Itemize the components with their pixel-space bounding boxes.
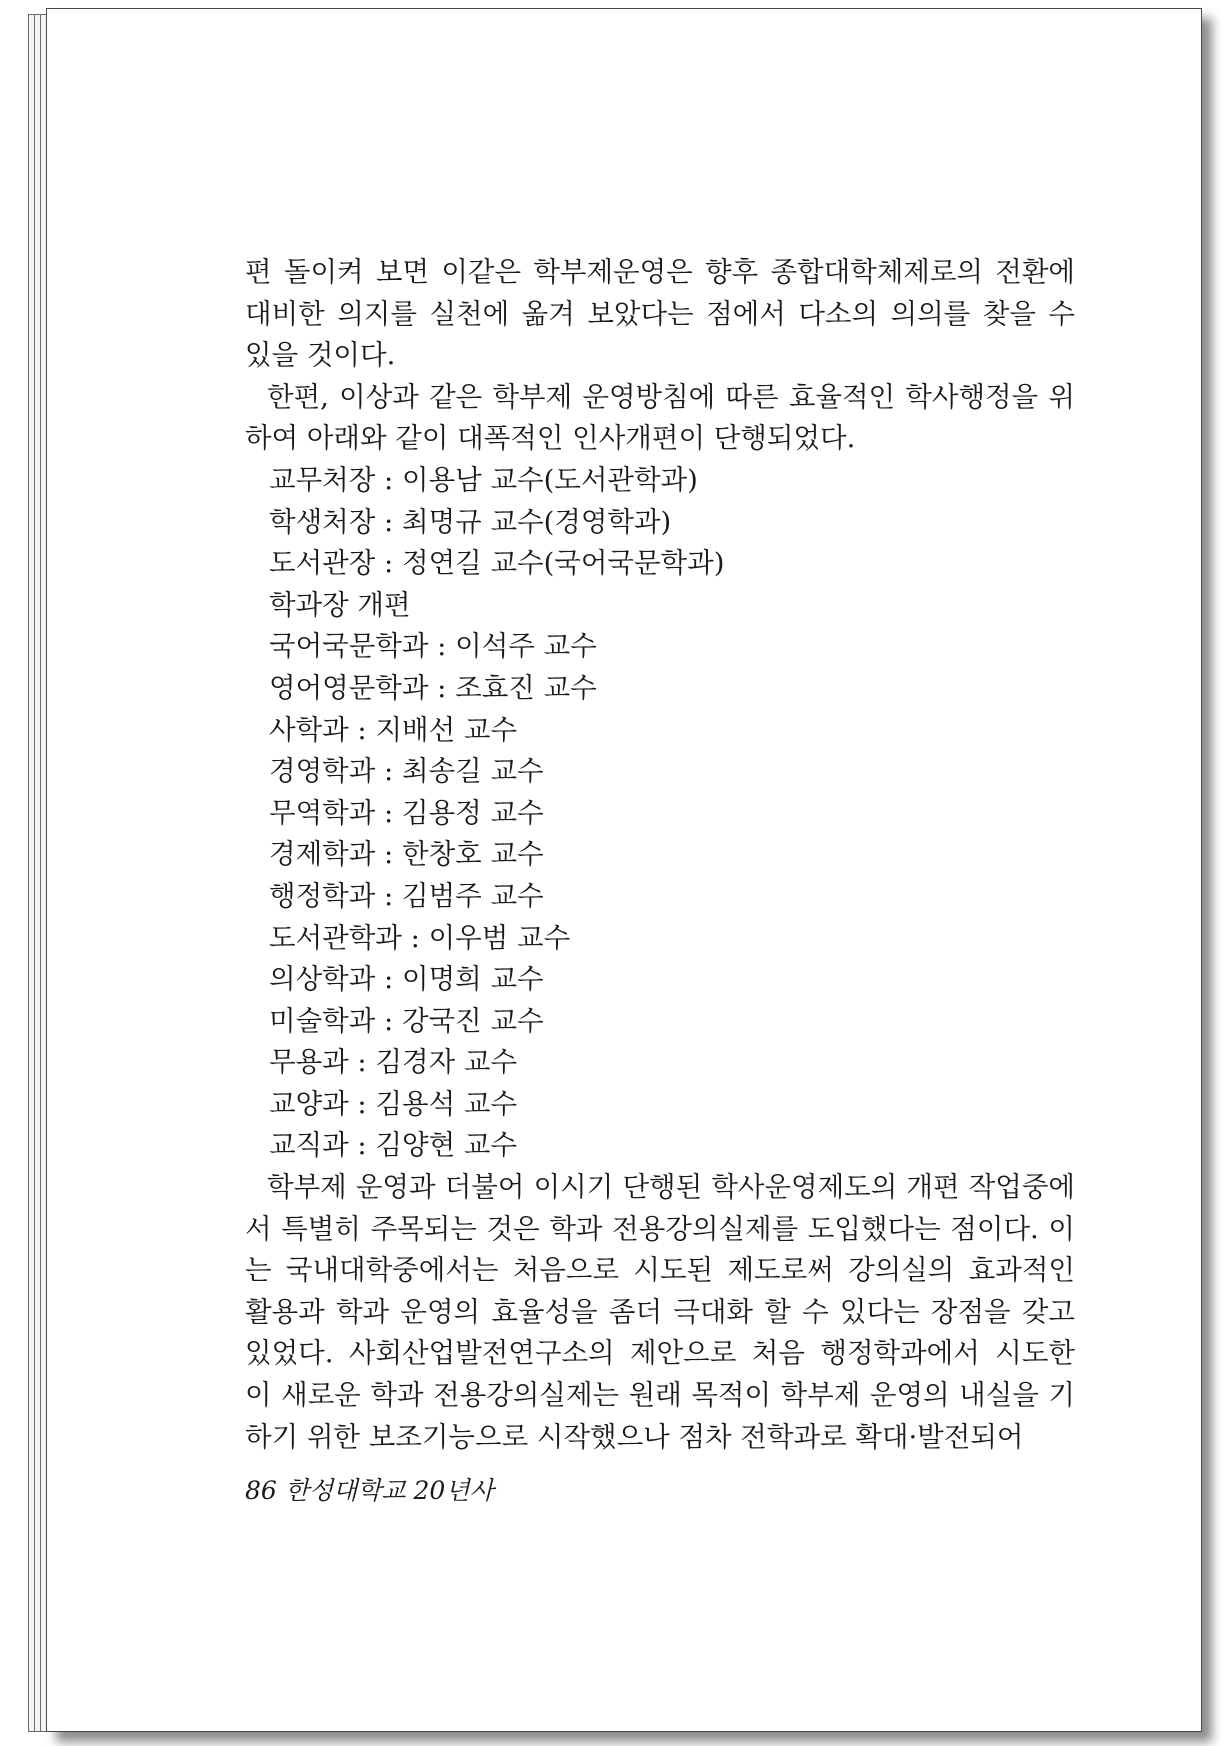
paragraph: 편 돌이켜 보면 이같은 학부제운영은 향후 종합대학체제로의 전환에 대비한 의지를 실천에 옮겨 보았다는 점에서 다소의 의의를 찾을 수 있을 것이다. (245, 256, 1075, 372)
list-item: 교무처장 : 이용남 교수(도서관학과) (269, 463, 698, 496)
list-item: 교양과 : 김용석 교수 (269, 1087, 518, 1120)
paragraph: 학부제 운영과 더불어 이시기 단행된 학사운영제도의 개편 작업중에서 특별히 주목되는 것은 학과 전용강의실제를 도입했다는 점이다. 이는 국내대학중에서는 처음으로 시도된 제도로써 강의실의 효과적인 활용과 학과 운영의 효율성을 좀더 극대화 할 수 있다는 장점을 갖고 있었다. 사회산업발전연구소의 제안으로 처음 행정학과에서 시도한 이 새로운 학과 전용강의실제는 원래 목적이 학부제 운영의 내실을 기하기 위한 보조기능으로 시작했으나 점차 전학과로 확대·발전되어 (245, 1171, 1075, 1453)
list-item: 도서관학과 : 이우범 교수 (269, 921, 571, 954)
paragraph: 한편, 이상과 같은 학부제 운영방침에 따른 효율적인 학사행정을 위하여 아래와 같이 대폭적인 인사개편이 단행되었다. (245, 380, 1075, 455)
list-item: 의상학과 : 이명희 교수 (269, 963, 544, 996)
appointment-list (245, 460, 1075, 1167)
list-item: 교직과 : 김양현 교수 (269, 1129, 518, 1162)
list-item: 무역학과 : 김용정 교수 (269, 796, 544, 829)
list-item: 학과장 개편 (269, 588, 411, 621)
list-item: 사학과 : 지배선 교수 (269, 713, 518, 746)
page-number: 86 (245, 1476, 277, 1505)
list-item: 영어영문학과 : 조효진 교수 (269, 671, 597, 704)
page (46, 8, 1202, 1732)
body-text (245, 252, 1075, 1458)
list-item: 국어국문학과 : 이석주 교수 (269, 630, 597, 663)
list-item: 도서관장 : 정연길 교수(국어국문학과) (269, 547, 725, 580)
list-item: 경영학과 : 최송길 교수 (269, 755, 544, 788)
list-item: 행정학과 : 김범주 교수 (269, 879, 544, 912)
book-title: 한성대학교 20년사 (284, 1476, 494, 1505)
page-footer (245, 1471, 494, 1507)
list-item: 무용과 : 김경자 교수 (269, 1046, 518, 1079)
list-item: 경제학과 : 한창호 교수 (269, 838, 544, 871)
list-item: 미술학과 : 강국진 교수 (269, 1004, 544, 1037)
list-item: 학생처장 : 최명규 교수(경영학과) (269, 505, 672, 538)
